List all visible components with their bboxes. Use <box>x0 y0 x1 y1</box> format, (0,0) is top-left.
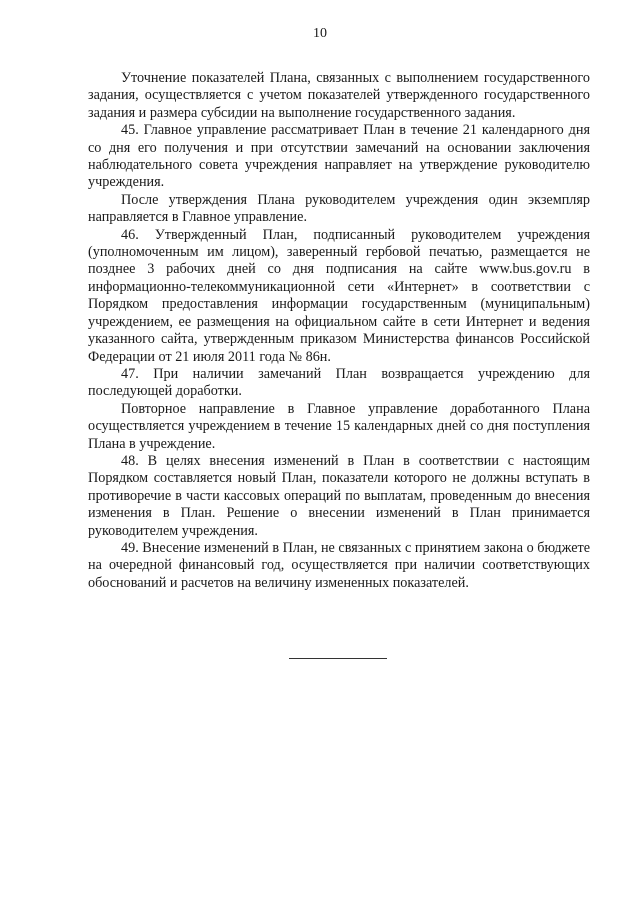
end-separator-line <box>289 658 387 659</box>
paragraph-48: 48. В целях внесения изменений в План в соответствии с настоящим Порядком составляется новый План, показатели которого не должны вступать в противоречие в части кассовых операций по выплатам, проведенным до внесения изменения в План. Решение о внесении изменений в План принимается руководителем учреждения. <box>88 452 590 539</box>
paragraph-47: 47. При наличии замечаний План возвращается учреждению для последующей доработки. <box>88 365 590 400</box>
paragraph-45: 45. Главное управление рассматривает План в течение 21 календарного дня со дня его получения и при отсутствии замечаний на основании заключения наблюдательного совета учреждения направляет на утверждение руководителю учреждения. <box>88 122 590 191</box>
paragraph-resubmission: Повторное направление в Главное управление доработанного Плана осуществляется учреждением в течение 15 календарных дней со дня поступления Плана в учреждение. <box>88 400 590 452</box>
page-number: 10 <box>313 26 327 41</box>
paragraph-after-approval: После утверждения Плана руководителем учреждения один экземпляр направляется в Главное управление. <box>88 191 590 226</box>
paragraph-46: 46. Утвержденный План, подписанный руководителем учреждения (уполномоченным им лицом), заверенный гербовой печатью, размещается не позднее 3 рабочих дней со дня подписания на сайте www.bus.gov.ru в информационно-телекоммуникационной сети «Интернет» в соответствии с Порядком предоставления информации государственным (муниципальным) учреждением, ее размещения на официальном сайте в сети Интернет и ведения указанного сайта, утвержденным приказом Министерства финансов Российской Федерации от 21 июля 2011 года № 86н. <box>88 226 590 365</box>
document-body <box>88 70 590 592</box>
paragraph-plan-clarification: Уточнение показателей Плана, связанных с выполнением государственного задания, осуществляется с учетом показателей утвержденного государственного задания и размера субсидии на выполнение государственного задания. <box>88 70 590 121</box>
paragraph-49: 49. Внесение изменений в План, не связанных с принятием закона о бюджете на очередной финансовый год, осуществляется при наличии соответствующих обоснований и расчетов на величину измененных показателей. <box>88 539 590 591</box>
